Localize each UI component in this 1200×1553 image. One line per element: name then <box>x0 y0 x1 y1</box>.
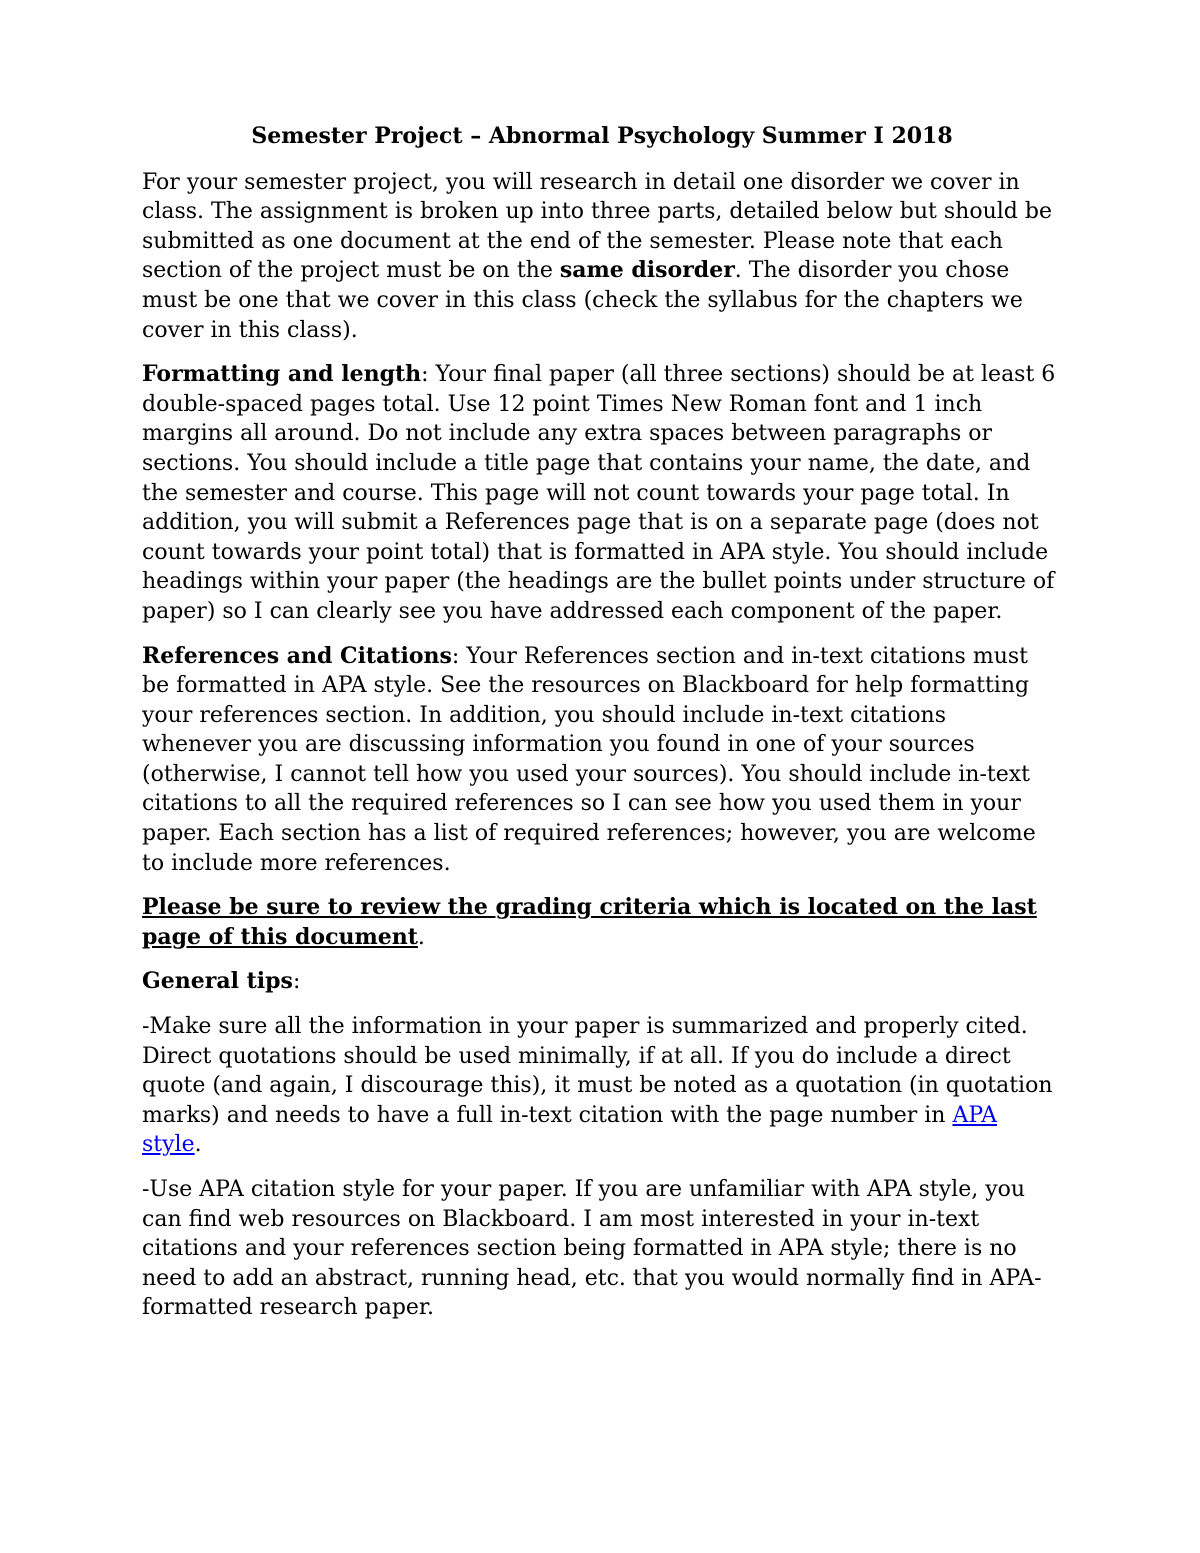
grading-notice-paragraph <box>142 893 1062 952</box>
tip-2-text: -Use APA citation style for your paper. If you are unfamiliar with APA style, you can find web resources on Blackboard. I am most interested in your in-text citations and your references section being formatted in APA style; there is no need to add an abstract, running head, etc. that you would normally find in APA-formatted research paper. <box>142 1177 1042 1321</box>
grading-notice-end: . <box>417 924 425 950</box>
intro-text-2: . The disorder you chose must be one that we cover in this class (check the syllabus for the chapters we cover in this class). <box>142 258 1023 343</box>
grading-notice-text: Please be sure to review the grading criteria which is located on the last page of this document <box>142 894 1037 950</box>
formatting-text: : Your final paper (all three sections) should be at least 6 double-spaced pages total. Use 12 point Times New Roman font and 1 inch margins all around. Do not include any extra spaces between paragraphs or sections. You should include a title page that contains your name, the date, and the semester and course. This page will not count towards your page total. In addition, you will submit a References page that is on a separate page (does not count towards your point total) that is formatted in APA style. You should include headings within your paper (the headings are the bullet points under structure of paper) so I can clearly see you have addressed each component of the paper. <box>142 362 1056 624</box>
general-tips-colon: : <box>292 969 301 995</box>
general-tips-heading-paragraph <box>142 967 1062 997</box>
formatting-paragraph <box>142 360 1062 626</box>
intro-bold-phrase: same disorder <box>559 257 735 284</box>
tip-2-paragraph <box>142 1175 1062 1323</box>
tip-1-end: . <box>194 1132 202 1158</box>
tip-1-paragraph <box>142 1012 1062 1160</box>
apa-style-link[interactable]: APA style <box>142 1102 998 1158</box>
references-text: : Your References section and in-text citations must be formatted in APA style. See the resources on Blackboard for help formatting your references section. In addition, you should include in-text citations whenever you are discussing information you found in one of your sources (otherwise, I cannot tell how you used your sources). You should include in-text citations to all the required references so I can see how you used them in your paper. Each section has a list of required references; however, you are welcome to include more references. <box>142 643 1036 876</box>
document-title: Semester Project – Abnormal Psychology Summer I 2018 <box>251 123 953 149</box>
document-page <box>142 122 1062 1338</box>
intro-text-1: For your semester project, you will research in detail one disorder we cover in class. The assignment is broken up into three parts, detailed below but should be submitted as one document at the end of the semester. Please note that each section of the project must be on the <box>142 169 1052 284</box>
tip-1-text: -Make sure all the information in your paper is summarized and properly cited. Direct quotations should be used minimally, if at all. If you do include a direct quote (and again, I discourage this), it must be noted as a quotation (in quotation marks) and needs to have a full in-text citation with the page number in <box>142 1014 1053 1128</box>
references-paragraph <box>142 642 1062 879</box>
general-tips-heading: General tips <box>142 968 293 995</box>
references-heading: References and Citations <box>142 642 452 669</box>
formatting-heading: Formatting and length <box>142 361 422 388</box>
intro-paragraph <box>142 168 1062 346</box>
